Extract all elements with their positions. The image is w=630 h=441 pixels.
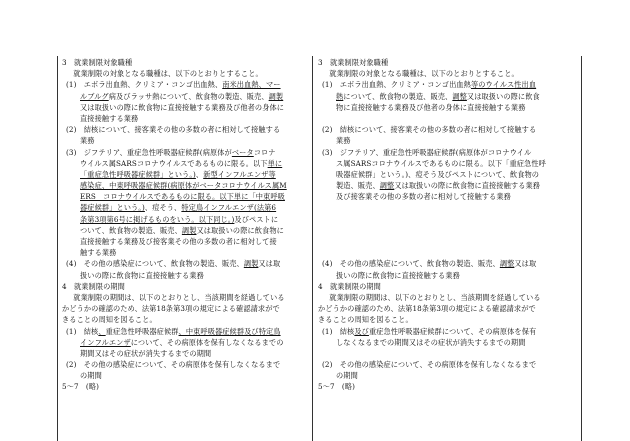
body-text: しなくなるまでの期間又はその症状が消失するまでの期間	[336, 337, 526, 347]
body-text: 又は取	[514, 259, 537, 269]
right-line	[318, 91, 576, 102]
left-line	[62, 124, 310, 135]
body-text: (4) その他の感染症について、飲食物の製造、販売、	[322, 259, 500, 269]
right-line	[318, 135, 576, 146]
body-text: (2) その他の感染症について、その病原体を保有しなくなるまで	[66, 360, 281, 370]
body-text: 及びペストに	[234, 214, 279, 224]
left-line	[62, 147, 310, 158]
body-text: 直接接触する業務及び接客業その他の多数の者に相対して接	[80, 237, 277, 246]
right-line	[318, 314, 576, 325]
body-text: ウイルス属SARSコロナウイルスであるものに限る。以下	[80, 158, 268, 168]
left-line	[62, 79, 310, 90]
amended-text: 調製	[181, 225, 197, 235]
right-line	[318, 202, 576, 213]
body-text: 、	[195, 169, 204, 179]
right-line	[318, 191, 576, 202]
body-text: (1) 結核	[66, 326, 99, 336]
right-line	[318, 326, 576, 337]
body-text: (3) ジフテリア、重症急性呼吸器症候群(病原体がコロナウイル	[322, 147, 532, 157]
amended-text: 特定鳥インフルエンザ(法第6	[181, 203, 277, 213]
body-text: 、痘そう、	[144, 203, 182, 213]
left-line	[62, 370, 310, 381]
left-line	[62, 281, 310, 292]
body-text: の期間	[336, 371, 358, 381]
amended-text: 「重症急性呼吸器症候群」という。)	[80, 169, 196, 179]
amended-text: 感染症、中東呼吸器症候群(病原体がベータコロナウイルス属M	[80, 181, 287, 191]
body-text: 就業制限の対象となる職種は、以下のとおりとすること。	[322, 69, 519, 79]
right-line	[318, 180, 576, 191]
left-line	[62, 359, 310, 370]
right-line	[318, 113, 576, 124]
body-text: 吸器症候群」という。)、痘そう及びペストについて、飲食物の	[336, 169, 540, 179]
body-text: 及び接客業その他の多数の者に相対して接触する業務	[336, 192, 511, 202]
amended-text: 調整	[379, 181, 395, 191]
right-line	[318, 147, 576, 158]
left-line	[62, 314, 310, 325]
body-text: 触する業務	[80, 248, 117, 258]
left-line	[62, 191, 310, 202]
body-text: 3 就業制限対象職種	[318, 58, 389, 67]
right-line	[318, 370, 576, 381]
body-text: 直接接触する業務	[80, 113, 139, 123]
body-text: 又は取扱いの際に飲食物に直接接触する業務及び他者の身体に	[80, 102, 285, 112]
body-text: コロナ	[253, 147, 276, 157]
right-line	[318, 124, 576, 135]
left-line	[62, 214, 310, 225]
left-line	[62, 292, 310, 303]
right-line	[318, 281, 576, 292]
left-line	[62, 102, 310, 113]
right-line	[318, 337, 576, 348]
right-line	[318, 214, 576, 225]
body-text: 扱いの際に飲食物に直接接触する業務	[80, 270, 204, 280]
left-line	[62, 158, 310, 169]
body-text: 5～7 (略)	[318, 382, 356, 392]
amended-text: 南米出血熱、マー	[222, 80, 281, 90]
body-text: 期間又はその症状が消失するまでの期間	[80, 348, 212, 358]
left-line	[62, 303, 310, 314]
left-line	[62, 247, 310, 258]
revised-text-column	[62, 57, 310, 393]
left-line	[62, 113, 310, 124]
body-text: 業務	[80, 136, 95, 146]
amended-text: ERS コロナウイルスであるものに限る。以下単に「中東呼吸	[80, 192, 285, 202]
amended-text: 調製	[243, 259, 259, 269]
body-text: 4 就業制限の期間	[318, 281, 381, 291]
right-line	[318, 247, 576, 258]
body-text: (2) 結核について、接客業その他の多数の者に相対して接触する	[322, 125, 537, 135]
table-right-border	[581, 56, 582, 441]
right-line	[318, 381, 576, 392]
body-text: 業務	[336, 136, 351, 146]
right-line	[318, 270, 576, 281]
amended-text: ベータ	[231, 147, 254, 157]
left-line	[62, 258, 310, 269]
right-line	[318, 158, 576, 169]
body-text: 又は取扱いの際に飲食	[466, 91, 540, 101]
body-text: きることの周知を図ること。	[62, 315, 157, 325]
amended-text: 器症候群」という。)	[80, 203, 145, 213]
body-text: について、その病原体を保有しなくなるまでの	[130, 337, 284, 347]
right-line	[318, 348, 576, 359]
right-line	[318, 236, 576, 247]
body-text: かどうかの確認のため、法第18条第3項の規定による確認請求がで	[62, 304, 280, 314]
amended-text: インフルエンザ	[80, 337, 131, 347]
body-text: きることの周知を図ること。	[318, 315, 413, 325]
right-line	[318, 79, 576, 90]
body-text: 就業制限の期間は、以下のとおりとし、当該期間を経過している	[322, 292, 541, 302]
amended-text: 熱	[336, 91, 344, 101]
body-text: 又は取扱いの際に飲食物に	[196, 225, 284, 235]
left-line	[62, 381, 310, 392]
left-line	[62, 180, 310, 191]
body-text: 病及びラッサ熱について、飲食物の製造、販売、	[108, 91, 269, 101]
left-line	[62, 326, 310, 337]
left-line	[62, 202, 310, 213]
body-text: 物に直接接触する業務及び他者の身体に直接接触する業務	[336, 102, 526, 112]
amended-text: 、中東呼吸器症候群及び特定鳥	[178, 326, 281, 336]
current-text-column	[318, 57, 576, 393]
right-line	[318, 169, 576, 180]
right-line	[318, 225, 576, 236]
amended-text: 新型インフルエンザ等	[203, 169, 276, 179]
amended-text: 調整	[452, 91, 467, 101]
left-line	[62, 225, 310, 236]
body-text: の期間	[80, 371, 102, 381]
amended-text: 条第3項第6号に掲げるものをいう。以下同じ。)	[80, 214, 235, 224]
body-text: かどうかの確認のため、法第18条第3項の規定による確認請求がで	[318, 304, 536, 314]
body-text: 又は取	[258, 259, 281, 269]
amended-text: 単に	[267, 158, 283, 168]
body-text: (1) エボラ出血熱、クリミア・コンゴ出血熱	[322, 80, 471, 90]
body-text: (4) その他の感染症について、飲食物の製造、販売、	[66, 259, 244, 269]
body-text: 重症急性呼吸器症候群	[105, 326, 179, 336]
body-text: について、飲食物の製造、販売、	[343, 91, 453, 101]
amended-text: 等のウイルス性出血	[470, 80, 537, 90]
body-text: (2) 結核について、接客業その他の多数の者に相対して接触する	[66, 125, 281, 135]
body-text: 5～7 (略)	[62, 382, 100, 392]
amended-text: ルブルグ	[80, 91, 109, 101]
amended-text: 、	[98, 326, 106, 336]
right-line	[318, 292, 576, 303]
left-line	[62, 169, 310, 180]
right-line	[318, 359, 576, 370]
left-line	[62, 348, 310, 359]
left-line	[62, 135, 310, 146]
right-line	[318, 303, 576, 314]
body-text: 4 就業制限の期間	[62, 281, 125, 291]
body-text: (1) 結核	[322, 326, 355, 336]
body-text: (3) ジフテリア、重症急性呼吸器症候群(病原体が	[66, 147, 232, 157]
body-text: (2) その他の感染症について、その病原体を保有しなくなるまで	[322, 360, 537, 370]
body-text: 就業制限の期間は、以下のとおりとし、当該期間を経過している	[66, 292, 285, 302]
amended-text: 調整	[499, 259, 515, 269]
right-line	[318, 57, 576, 68]
left-line	[62, 337, 310, 348]
right-line	[318, 258, 576, 269]
left-line	[62, 236, 310, 247]
right-line	[318, 102, 576, 113]
left-line	[62, 57, 310, 68]
body-text: 又は取扱いの際に飲食物に直接接触する業務	[394, 181, 541, 191]
body-text: 重症急性呼吸器症候群について、その病原体を保有	[368, 326, 537, 336]
table-center-divider	[312, 56, 313, 441]
body-text: 扱いの際に飲食物に直接接触する業務	[336, 270, 460, 280]
body-text: (1) エボラ出血熱、クリミア・コンゴ出血熱、	[66, 80, 223, 90]
body-text: 製造、販売、	[336, 181, 380, 191]
amended-text: 調製	[268, 91, 284, 101]
body-text: 就業制限の対象となる職種は、以下のとおりとすること。	[66, 69, 263, 79]
table-left-border	[57, 56, 58, 441]
right-line	[318, 68, 576, 79]
left-line	[62, 91, 310, 102]
body-text: 3 就業制限対象職種	[62, 58, 133, 67]
body-text: ス属SARSコロナウイルスであるものに限る。以下「重症急性呼	[336, 158, 546, 168]
left-line	[62, 270, 310, 281]
body-text: ついて、飲食物の製造、販売、	[80, 225, 182, 235]
amended-text: 及び	[354, 326, 369, 336]
left-line	[62, 68, 310, 79]
